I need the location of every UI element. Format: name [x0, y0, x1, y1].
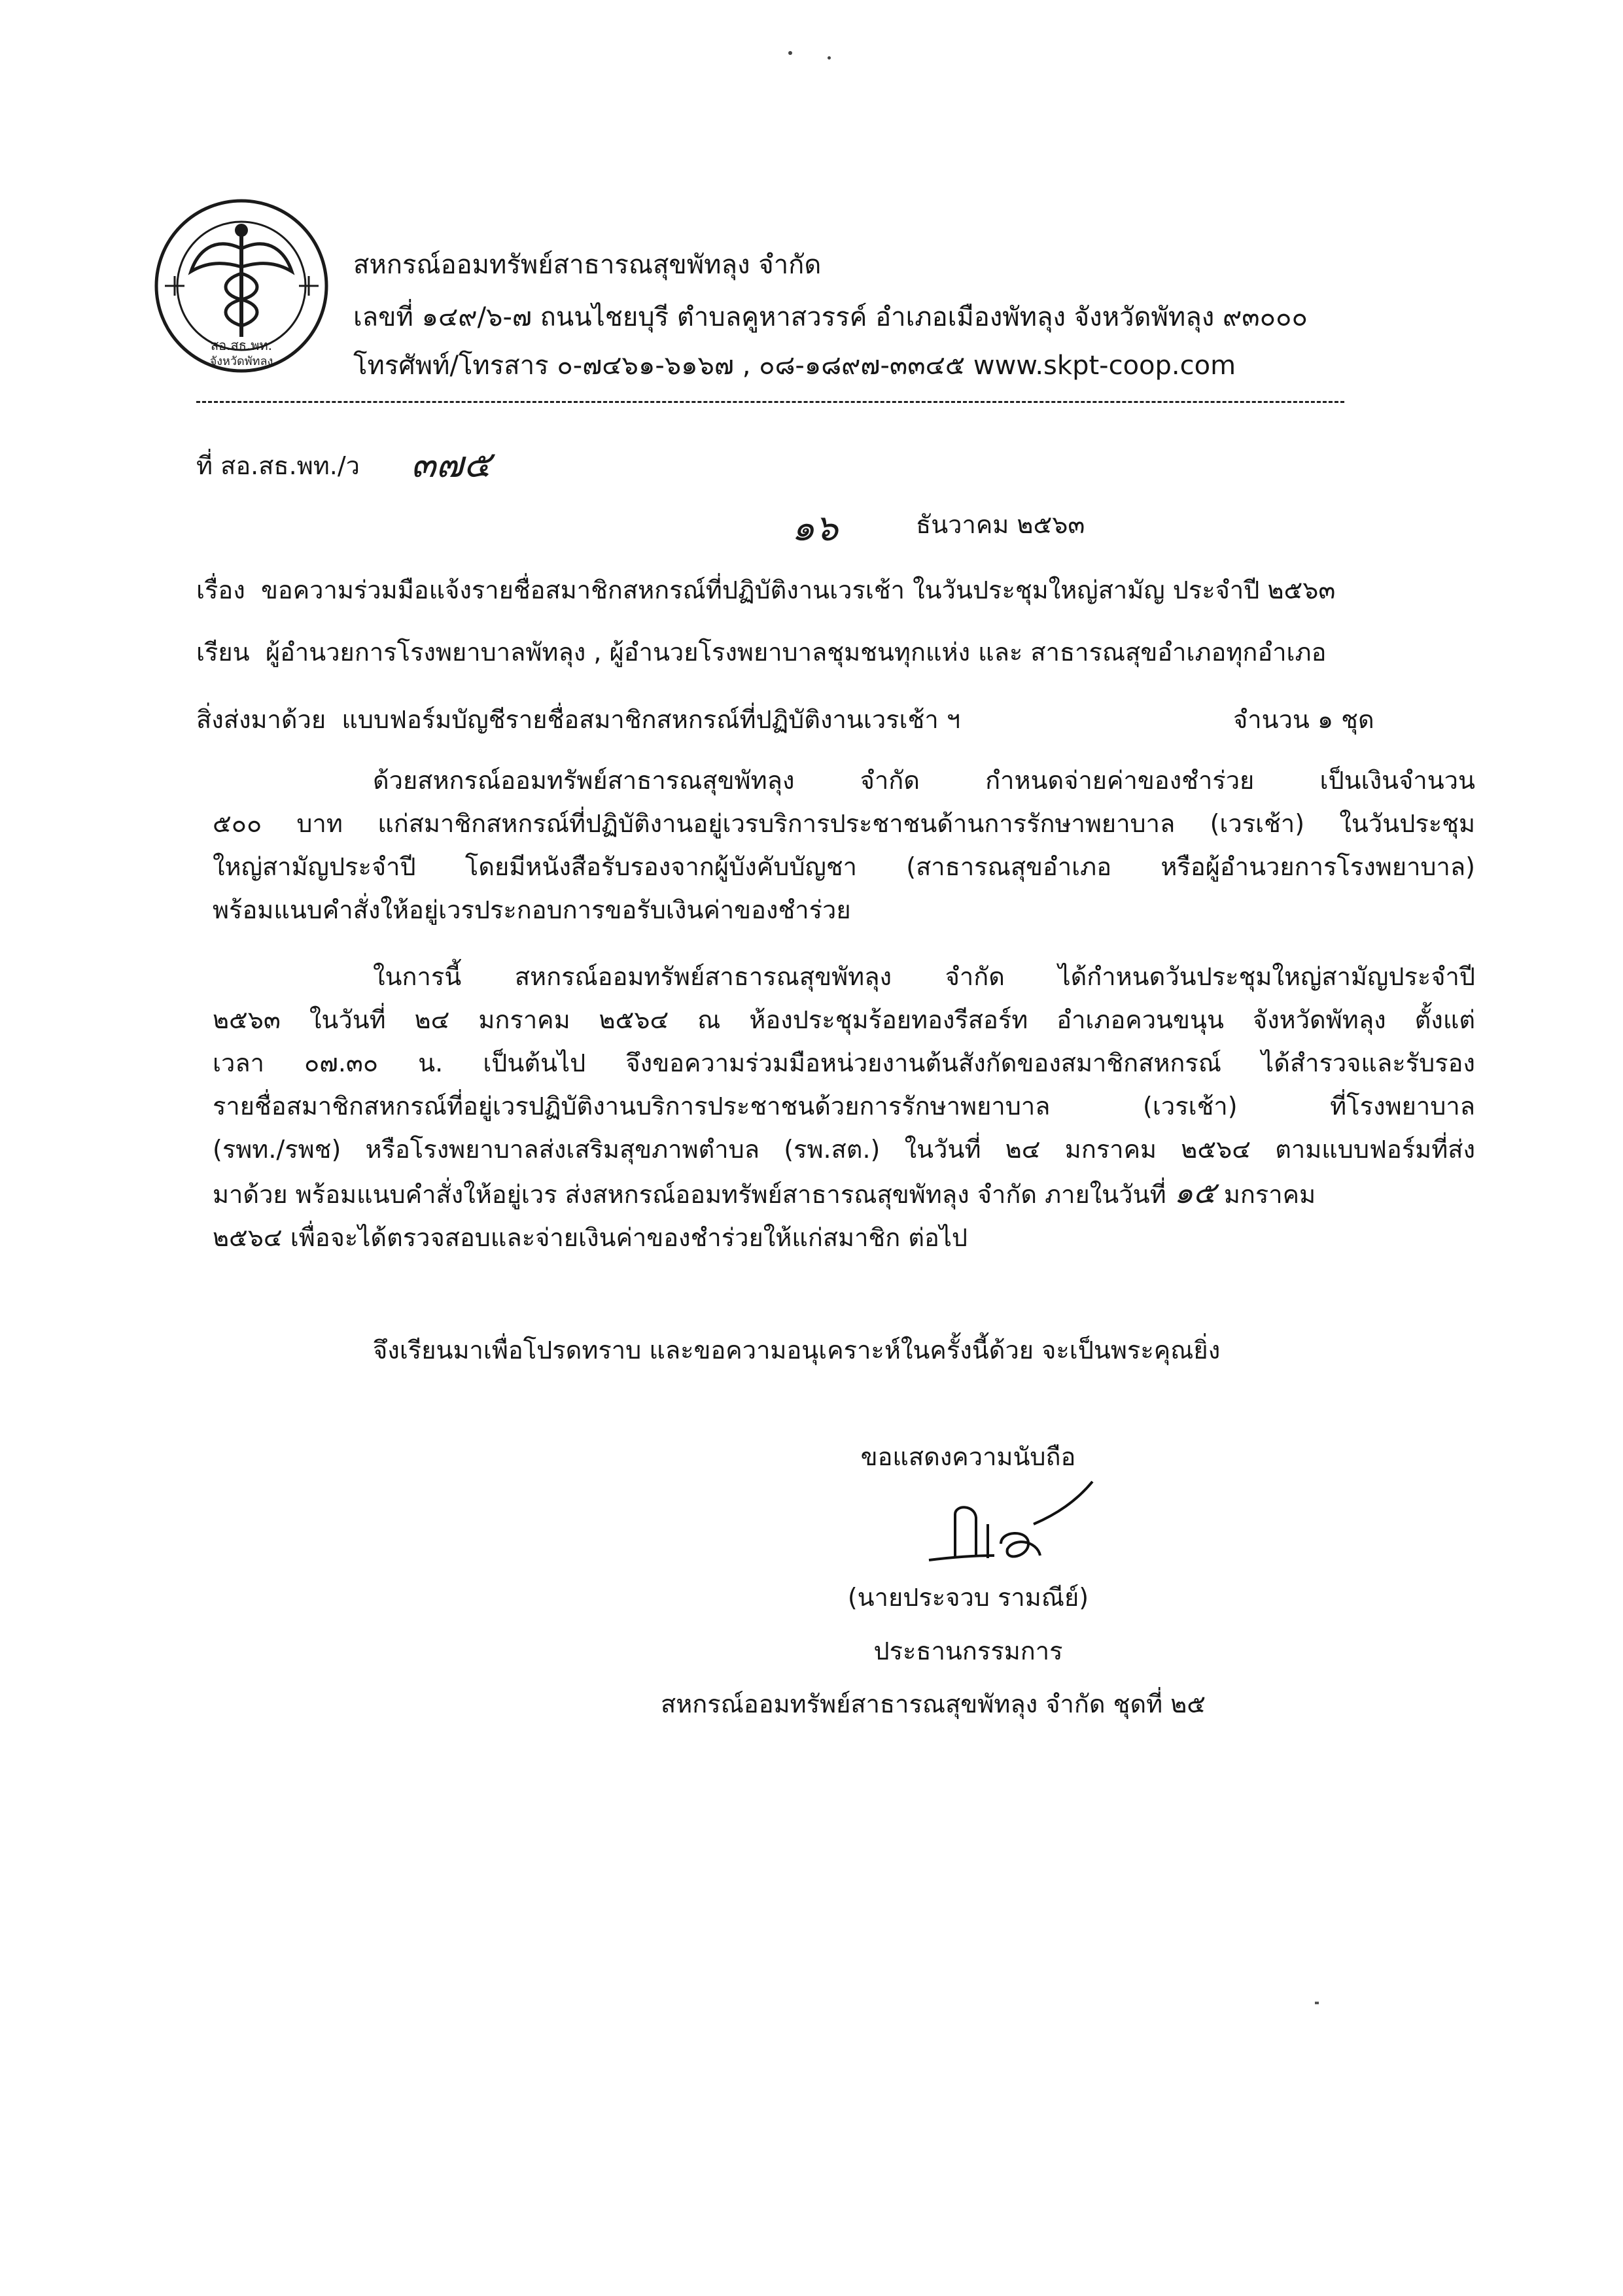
paragraph-1-line: ใหญ่สามัญประจำปี โดยมีหนังสือรับรองจากผู้บังคับบัญชา (สาธารณสุขอำเภอ หรือผู้อำนวยการโรงพยาบาล) — [213, 852, 1475, 881]
paragraph-2-line-deadline — [213, 1171, 1475, 1216]
subject-line — [196, 576, 1335, 606]
date-day: ๑๖ — [792, 507, 839, 549]
subject-text: ขอความร่วมมือแจ้งรายชื่อสมาชิกสหกรณ์ที่ปฏิบัติงานเวรเช้า ในวันประชุมใหญ่สามัญ ประจำปี ๒๕๖๓ — [260, 576, 1336, 604]
paragraph-2-line: ในการนี้ สหกรณ์ออมทรัพย์สาธารณสุขพัทลุง จำกัด ได้กำหนดวันประชุมใหญ่สามัญประจำปี — [373, 962, 1475, 991]
deadline-text: มาด้วย พร้อมแนบคำสั่งให้อยู่เวร ส่งสหกรณ์ออมทรัพย์สาธารณสุขพัทลุง จำกัด ภายในวันที่ — [213, 1180, 1166, 1209]
paragraph-2 — [213, 955, 1475, 1259]
recipient-line — [196, 638, 1326, 668]
paragraph-2-line: (รพท./รพช) หรือโรงพยาบาลส่งเสริมสุขภาพตำบล (รพ.สต.) ในวันที่ ๒๔ มกราคม ๒๕๖๔ ตามแบบฟอร์มที่ส่ง — [213, 1135, 1475, 1164]
subject-label: เรื่อง — [196, 576, 245, 604]
paragraph-3: จึงเรียนมาเพื่อโปรดทราบ และขอความอนุเคราะห์ในครั้งนี้ด้วย จะเป็นพระคุณยิ่ง — [373, 1336, 1221, 1365]
enclosure-quantity: จำนวน ๑ ชุด — [1233, 705, 1374, 734]
scan-speck-top — [788, 51, 792, 55]
paragraph-2-line: ๒๕๖๓ ในวันที่ ๒๔ มกราคม ๒๕๖๔ ณ ห้องประชุมร้อยทองรีสอร์ท อำเภอควนขนุน จังหวัดพัทลุง ตั้งแต่ — [213, 1005, 1475, 1034]
reference-prefix: ที่ สอ.สธ.พท./ว — [196, 451, 360, 480]
paragraph-2-line: เวลา ๐๗.๓๐ น. เป็นต้นไป จึงขอความร่วมมือหน่วยงานต้นสังกัดของสมาชิกสหกรณ์ ได้สำรวจและรับรอง — [213, 1049, 1475, 1077]
cooperative-seal — [152, 196, 332, 376]
enclosure-text: แบบฟอร์มบัญชีรายชื่อสมาชิกสหกรณ์ที่ปฏิบัติงานเวรเช้า ฯ — [341, 705, 961, 734]
paragraph-2-line: ๒๕๖๔ เพื่อจะได้ตรวจสอบและจ่ายเงินค่าของชำร่วยให้แก่สมาชิก ต่อไป — [213, 1223, 968, 1252]
recipient-label: เรียน — [196, 638, 250, 667]
recipient-text: ผู้อำนวยการโรงพยาบาลพัทลุง , ผู้อำนวยโรงพยาบาลชุมชนทุกแห่ง และ สาธารณสุขอำเภอทุกอำเภอ — [265, 638, 1327, 667]
scan-speck-bottom — [1315, 2002, 1319, 2004]
paragraph-2-line: รายชื่อสมาชิกสหกรณ์ที่อยู่เวรปฏิบัติงานบริการประชาชนด้วยการรักษาพยาบาล (เวรเช้า) ที่โรงพยาบาล — [213, 1092, 1475, 1121]
org-address: เลขที่ ๑๔๙/๖-๗ ถนนไชยบุรี ตำบลคูหาสวรรค์ อำเภอเมืองพัทลุง จังหวัดพัทลุง ๙๓๐๐๐ — [353, 302, 1308, 332]
paragraph-1-line: ด้วยสหกรณ์ออมทรัพย์สาธารณสุขพัทลุง จำกัด กำหนดจ่ายค่าของชำร่วย เป็นเงินจำนวน — [373, 766, 1475, 795]
signer-position: ประธานกรรมการ — [873, 1637, 1063, 1665]
reference-number: ๓๗๕ — [411, 444, 491, 486]
paragraph-1 — [213, 759, 1475, 931]
seal-bottom-text: จังหวัดพัทลุง — [209, 355, 273, 368]
paragraph-1-line: พร้อมแนบคำสั่งให้อยู่เวรประกอบการขอรับเงินค่าของชำร่วย — [213, 896, 851, 924]
paragraph-1-line: ๕๐๐ บาท แก่สมาชิกสหกรณ์ที่ปฏิบัติงานอยู่เวรบริการประชาชนด้านการรักษาพยาบาล (เวรเช้า) ในวันประชุม — [213, 809, 1475, 838]
letterhead-divider — [196, 401, 1344, 403]
seal-inner-text: สอ.สธ.พท. — [210, 338, 273, 353]
enclosure-label: สิ่งส่งมาด้วย — [196, 705, 326, 734]
salutation: ขอแสดงความนับถือ — [860, 1442, 1076, 1471]
scan-speck-top-2 — [828, 56, 831, 60]
deadline-day: ๑๕ — [1174, 1175, 1216, 1210]
date-month-year: ธันวาคม ๒๕๖๓ — [916, 510, 1085, 539]
signer-name: (นายประจวบ รามณีย์) — [847, 1583, 1089, 1612]
org-contact: โทรศัพท์/โทรสาร ๐-๗๔๖๑-๖๑๖๗ , ๐๘-๑๘๙๗-๓๓๔๕ www.skpt-coop.com — [353, 351, 1236, 381]
signer-organization: สหกรณ์ออมทรัพย์สาธารณสุขพัทลุง จำกัด ชุดที่ ๒๕ — [661, 1690, 1206, 1718]
enclosure-line — [196, 705, 960, 735]
deadline-month: มกราคม — [1223, 1180, 1316, 1209]
org-name: สหกรณ์ออมทรัพย์สาธารณสุขพัทลุง จำกัด — [353, 250, 822, 280]
signature — [916, 1478, 1112, 1576]
